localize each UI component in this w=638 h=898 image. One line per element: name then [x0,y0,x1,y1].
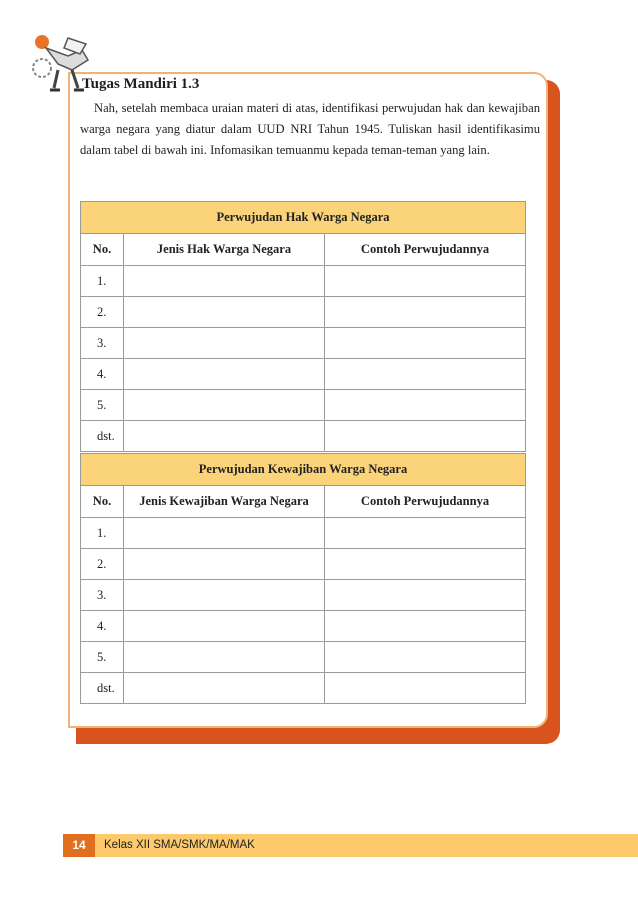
table-row [81,580,526,611]
answer-cell[interactable] [325,642,526,673]
answer-cell[interactable] [325,611,526,642]
rights-table-heading: Perwujudan Hak Warga Negara [81,202,526,234]
answer-cell[interactable] [325,328,526,359]
answer-cell[interactable] [325,297,526,328]
obligations-table-heading: Perwujudan Kewajiban Warga Negara [81,454,526,486]
row-number: 1. [81,518,124,549]
row-number: 2. [81,297,124,328]
answer-cell[interactable] [124,549,325,580]
row-number: 3. [81,328,124,359]
table-row [81,611,526,642]
answer-cell[interactable] [124,297,325,328]
row-number: dst. [81,421,124,452]
answer-cell[interactable] [124,266,325,297]
col-contoh: Contoh Perwujudannya [325,486,526,518]
table-row [81,642,526,673]
answer-cell[interactable] [325,266,526,297]
book-label: Kelas XII SMA/SMK/MA/MAK [104,839,255,851]
col-no: No. [81,234,124,266]
rights-table [80,201,526,452]
answer-cell[interactable] [124,359,325,390]
col-contoh: Contoh Perwujudannya [325,234,526,266]
answer-cell[interactable] [124,328,325,359]
answer-cell[interactable] [325,580,526,611]
answer-cell[interactable] [325,421,526,452]
row-number: 3. [81,580,124,611]
table-row [81,297,526,328]
row-number: 5. [81,390,124,421]
page-number: 14 [63,834,95,857]
answer-cell[interactable] [124,421,325,452]
col-jenis-kewajiban: Jenis Kewajiban Warga Negara [124,486,325,518]
answer-cell[interactable] [325,359,526,390]
row-number: 2. [81,549,124,580]
table-row [81,518,526,549]
table-row [81,390,526,421]
task-title: Tugas Mandiri 1.3 [82,76,200,92]
table-row [81,328,526,359]
answer-cell[interactable] [124,580,325,611]
answer-cell[interactable] [325,518,526,549]
row-number: dst. [81,673,124,704]
col-jenis-hak: Jenis Hak Warga Negara [124,234,325,266]
table-row [81,359,526,390]
answer-cell[interactable] [124,518,325,549]
row-number: 5. [81,642,124,673]
answer-cell[interactable] [325,673,526,704]
row-number: 1. [81,266,124,297]
answer-cell[interactable] [124,611,325,642]
answer-cell[interactable] [124,642,325,673]
answer-cell[interactable] [325,390,526,421]
table-row [81,421,526,452]
col-no: No. [81,486,124,518]
answer-cell[interactable] [124,390,325,421]
row-number: 4. [81,359,124,390]
table-row [81,673,526,704]
table-row [81,549,526,580]
task-instructions: Nah, setelah membaca uraian materi di atas, identifikasi perwujudan hak dan kewajiban warga negara yang diatur dalam UUD NRI Tahun 1945. Tuliskan hasil identifikasimu dalam tabel di bawah ini. Infomasikan temuanmu kepada teman-teman yang lain. [80,101,540,157]
row-number: 4. [81,611,124,642]
answer-cell[interactable] [124,673,325,704]
answer-cell[interactable] [325,549,526,580]
obligations-table [80,453,526,704]
table-row [81,266,526,297]
